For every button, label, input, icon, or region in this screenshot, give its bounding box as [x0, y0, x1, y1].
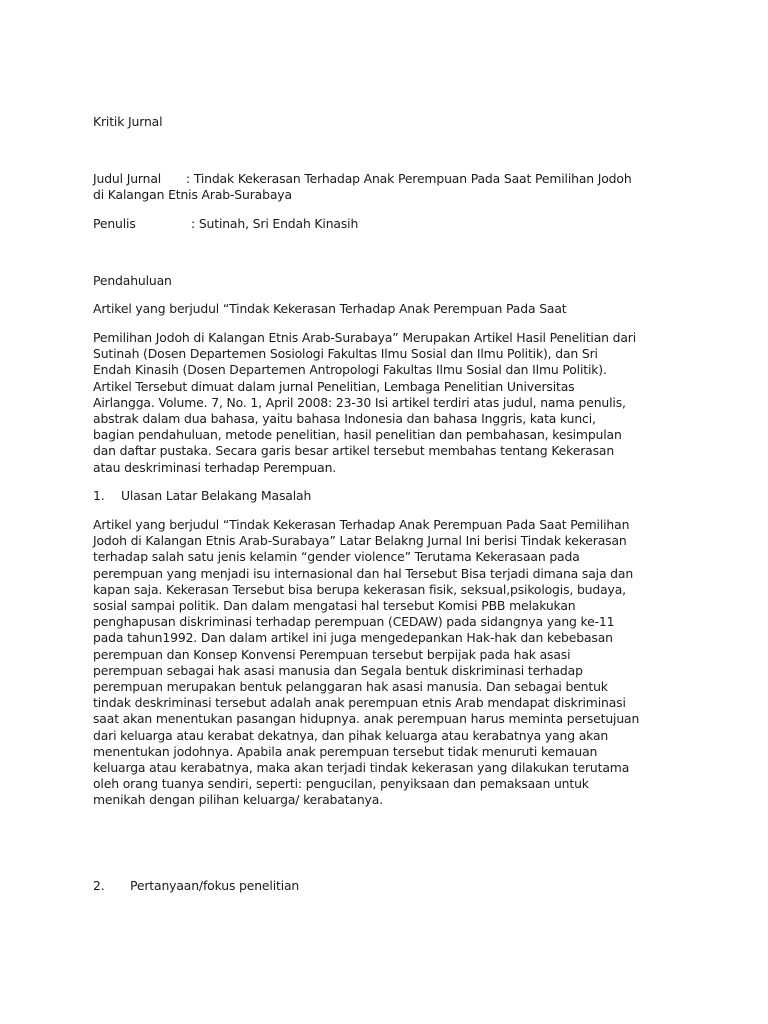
paragraph-2-line: perempuan yang menjadi isu internasional dan hal Tersebut Bisa terjadi dimana saja dan	[93, 565, 634, 581]
paragraph-1	[93, 330, 693, 476]
paragraph-1-line: Airlangga. Volume. 7, No. 1, April 2008: 23-30 Isi artikel terdiri atas judul, nama penulis,	[93, 394, 626, 410]
paragraph-2-line: Jodoh di Kalangan Etnis Arab-Surabaya” Latar Belakng Jurnal Ini berisi Tindak kekerasan	[93, 533, 627, 549]
paragraph-2-line: terhadap salah satu jenis kelamin “gender violence” Terutama Kekerasaan pada	[93, 549, 580, 565]
paragraph-2-line: perempuan dan Konsep Konvensi Perempuan tersebut berpijak pada hak asasi	[93, 646, 571, 662]
section-2-number: 2.	[93, 878, 105, 893]
penulis-value: : Sutinah, Sri Endah Kinasih	[191, 216, 359, 231]
paragraph-1-line: Sutinah (Dosen Departemen Sosiologi Fakultas Ilmu Sosial dan Ilmu Politik), dan Sri	[93, 346, 598, 362]
paragraph-2-line: perempuan sebagai hak asasi manusia dan Segala bentuk diskriminasi terhadap	[93, 662, 583, 678]
section-1-number: 1.	[93, 488, 105, 503]
paragraph-1-line: atau deskriminasi terhadap Perempuan.	[93, 459, 337, 475]
document-heading: Kritik Jurnal	[93, 114, 163, 129]
judul-value: : Tindak Kekerasan Terhadap Anak Perempuan Pada Saat Pemilihan Jodoh	[186, 171, 632, 186]
paragraph-2-line: dari keluarga atau kerabat dekatnya, dan pihak keluarga atau kerabatnya yang akan	[93, 727, 609, 743]
penulis-label: Penulis	[93, 216, 136, 231]
section-2-title: Pertanyaan/fokus penelitian	[130, 878, 300, 893]
judul-label: Judul Jurnal	[93, 171, 162, 186]
paragraph-2-line: pada tahun1992. Dan dalam artikel ini juga mengedepankan Hak-hak dan kebebasan	[93, 630, 613, 646]
paragraph-1-line: Artikel Tersebut dimuat dalam jurnal Penelitian, Lembaga Penelitian Universitas	[93, 378, 575, 394]
intro-line: Artikel yang berjudul “Tindak Kekerasan Terhadap Anak Perempuan Pada Saat	[93, 301, 567, 316]
paragraph-1-line: dan daftar pustaka. Secara garis besar artikel tersebut membahas tentang Kekerasan	[93, 443, 615, 459]
paragraph-2-line: penghapusan diskriminasi terhadap perempuan (CEDAW) pada sidangnya yang ke-11	[93, 614, 615, 630]
paragraph-2-line: Artikel yang berjudul “Tindak Kekerasan Terhadap Anak Perempuan Pada Saat Pemilihan	[93, 517, 630, 532]
paragraph-1-line: Pemilihan Jodoh di Kalangan Etnis Arab-Surabaya” Merupakan Artikel Hasil Penelitian dari	[93, 330, 637, 345]
paragraph-2-line: keluarga atau kerabatnya, maka akan terjadi tindak kekerasan yang dilakukan terutama	[93, 760, 630, 776]
paragraph-2-line: kapan saja. Kekerasan Tersebut bisa berupa kekerasan fisik, seksual,psikologis, budaya,	[93, 581, 626, 597]
paragraph-2-line: tindak deskriminasi tersebut adalah anak perempuan etnis Arab mendapat diskriminasi	[93, 695, 626, 711]
paragraph-1-line: abstrak dalam dua bahasa, yaitu bahasa Indonesia dan bahasa Inggris, kata kunci,	[93, 411, 596, 427]
paragraph-1-line: bagian pendahuluan, metode penelitian, hasil penelitian dan pembahasan, kesimpulan	[93, 427, 622, 443]
paragraph-2-line: saat akan menentukan pasangan hidupnya. anak perempuan harus meminta persetujuan	[93, 711, 640, 727]
pendahuluan-heading: Pendahuluan	[93, 273, 172, 288]
paragraph-2-line: perempuan merupakan bentuk pelanggaran hak asasi manusia. Dan sebagai bentuk	[93, 679, 608, 695]
paragraph-1-line: Endah Kinasih (Dosen Departemen Antropologi Fakultas Ilmu Sosial dan Ilmu Politik).	[93, 362, 607, 378]
paragraph-2-line: menentukan jodohnya. Apabila anak perempuan tersebut tidak menuruti kemauan	[93, 743, 598, 759]
paragraph-2-line: oleh orang tuanya sendiri, seperti: pengucilan, penyiksaan dan pemaksaan untuk	[93, 776, 589, 792]
judul-continuation: di Kalangan Etnis Arab-Surabaya	[93, 187, 292, 202]
paragraph-2	[93, 517, 693, 809]
section-1-title: Ulasan Latar Belakang Masalah	[121, 488, 312, 503]
paragraph-2-line: menikah dengan pilihan keluarga/ kerabatanya.	[93, 792, 383, 808]
paragraph-2-line: sosial sampai politik. Dan dalam mengatasi hal tersebut Komisi PBB melakukan	[93, 598, 576, 614]
